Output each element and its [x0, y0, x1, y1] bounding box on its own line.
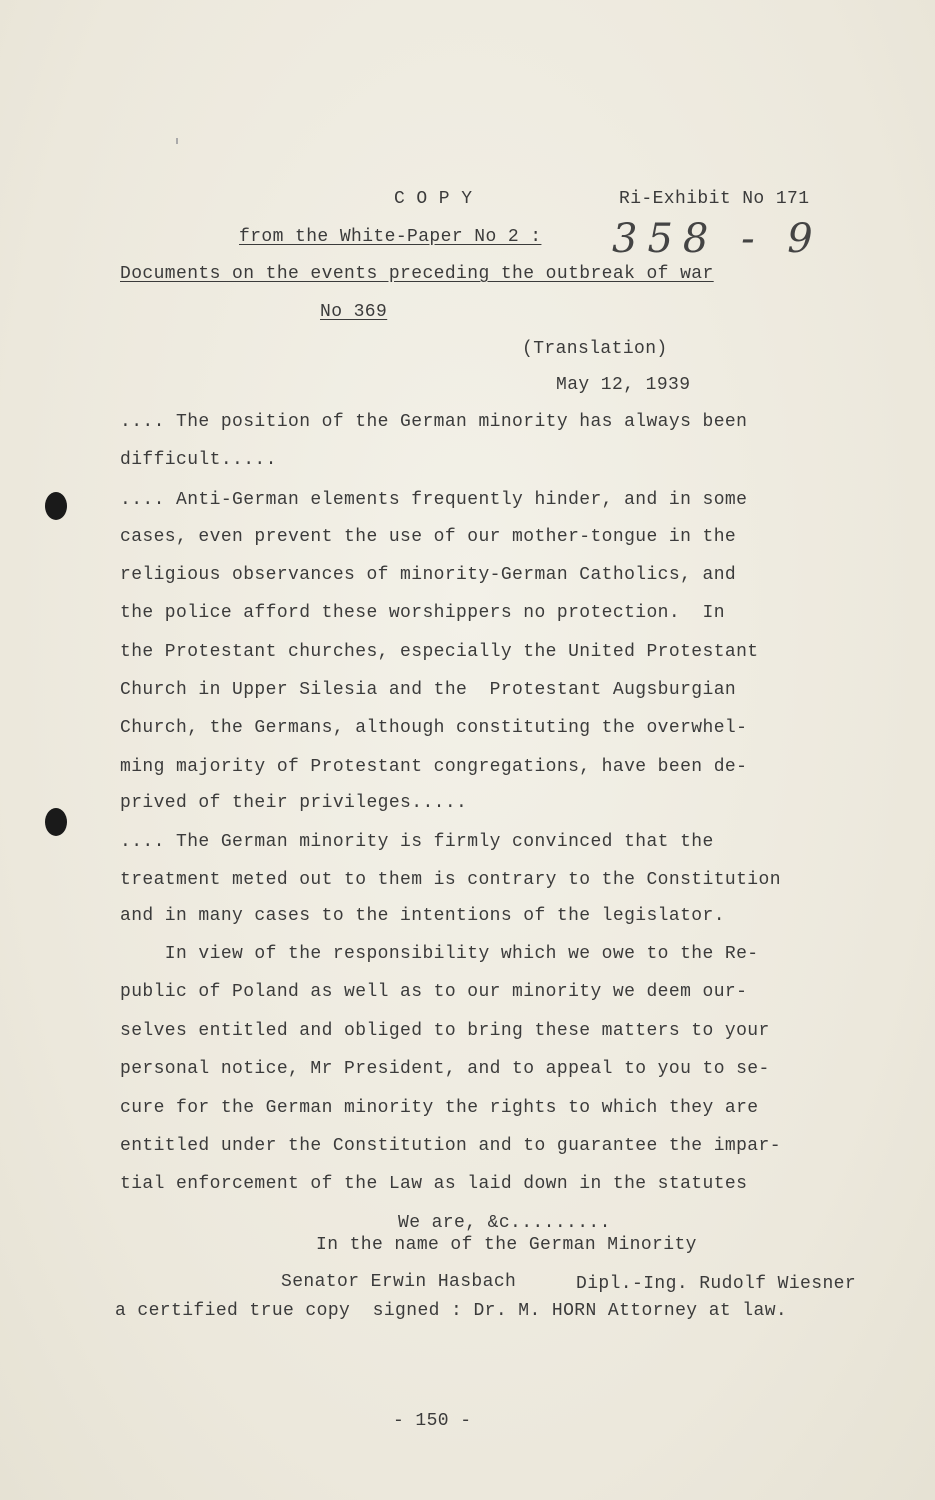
body-line: .... Anti-German elements frequently hinder, and in some	[120, 490, 748, 510]
body-line: cases, even prevent the use of our mother-tongue in the	[120, 527, 737, 547]
body-line: the Protestant churches, especially the United Protestant	[120, 642, 759, 662]
paper-mark	[176, 138, 178, 144]
body-line: the police afford these worshippers no protection. In	[120, 603, 725, 623]
body-line: .... The position of the German minority has always been	[120, 412, 748, 432]
body-line: ming majority of Protestant congregations, have been de-	[120, 757, 748, 777]
salutation: We are, &c.........	[398, 1213, 611, 1233]
copy-label: C O P Y	[394, 189, 473, 209]
signatory-hasbach: Senator Erwin Hasbach	[281, 1272, 517, 1292]
body-line: entitled under the Constitution and to guarantee the impar-	[120, 1136, 781, 1156]
source-reference: from the White-Paper No 2 :	[239, 227, 542, 247]
certification-line: a certified true copy signed : Dr. M. HORN Attorney at law.	[115, 1301, 788, 1321]
page-number: - 150 -	[393, 1411, 472, 1431]
body-line: Church in Upper Silesia and the Protestant Augsburgian	[120, 680, 737, 700]
document-number: No 369	[320, 302, 388, 322]
body-line: tial enforcement of the Law as laid down in the statutes	[120, 1174, 748, 1194]
body-line: difficult.....	[120, 450, 277, 470]
body-line: religious observances of minority-German Catholics, and	[120, 565, 737, 585]
body-line: In view of the responsibility which we owe to the Re-	[120, 944, 759, 964]
body-line: selves entitled and obliged to bring these matters to your	[120, 1021, 770, 1041]
handwritten-number: 358 - 9	[612, 216, 823, 262]
body-line: personal notice, Mr President, and to appeal to you to se-	[120, 1059, 770, 1079]
signatory-wiesner: Dipl.-Ing. Rudolf Wiesner	[576, 1274, 857, 1294]
body-line: cure for the German minority the rights to which they are	[120, 1098, 759, 1118]
body-line: .... The German minority is firmly convinced that the	[120, 832, 714, 852]
body-line: prived of their privileges.....	[120, 793, 468, 813]
translation-note: (Translation)	[522, 339, 668, 359]
body-line: public of Poland as well as to our minority we deem our-	[120, 982, 748, 1002]
punch-hole-top	[45, 492, 67, 520]
letter-date: May 12, 1939	[556, 375, 691, 395]
documents-title: Documents on the events preceding the outbreak of war	[120, 264, 714, 284]
body-line: and in many cases to the intentions of the legislator.	[120, 906, 725, 926]
on-behalf-line: In the name of the German Minority	[316, 1235, 697, 1255]
punch-hole-bottom	[45, 808, 67, 836]
exhibit-number: Ri-Exhibit No 171	[619, 189, 810, 209]
body-line: treatment meted out to them is contrary to the Constitution	[120, 870, 781, 890]
body-line: Church, the Germans, although constituting the overwhel-	[120, 718, 748, 738]
